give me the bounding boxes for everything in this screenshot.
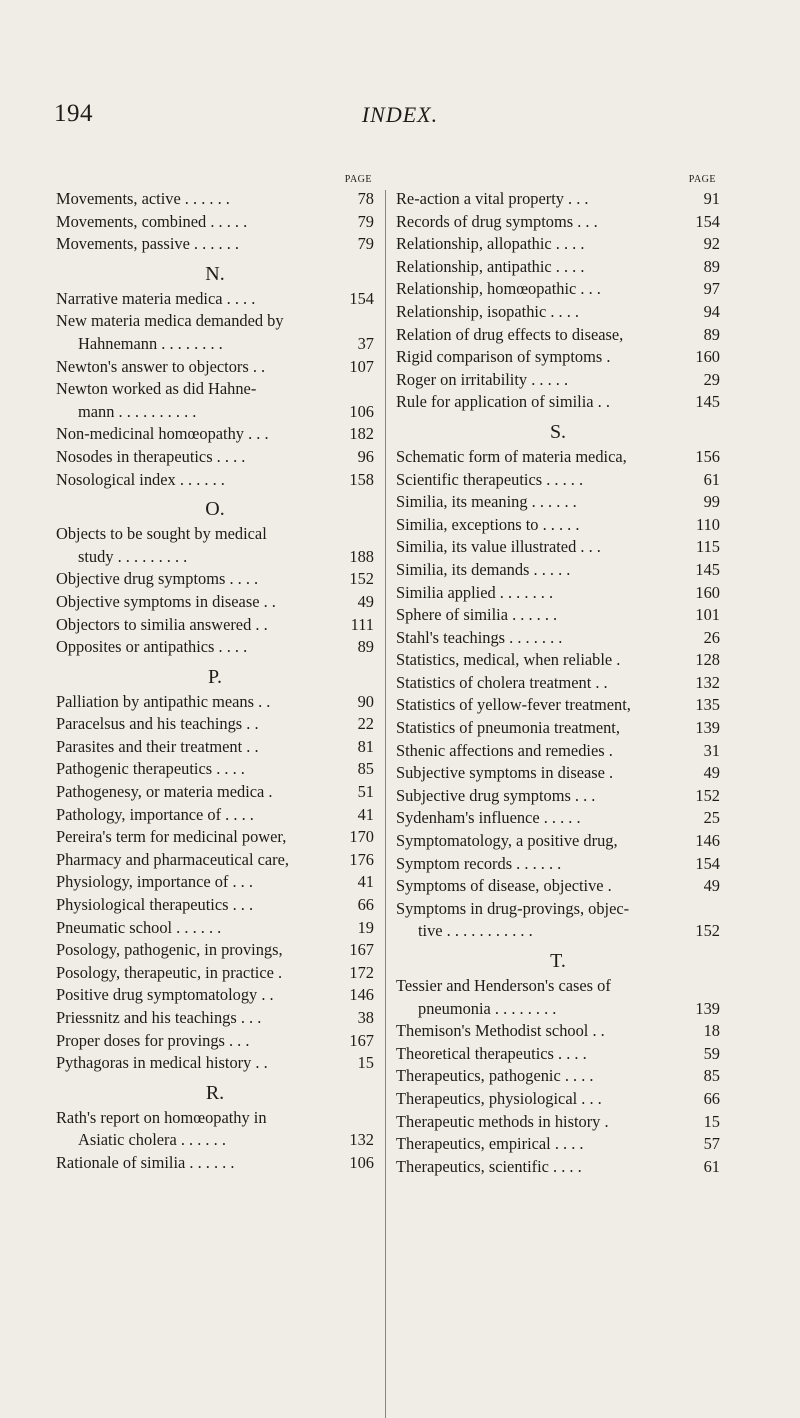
entry-text: Sphere of similia . . . . . . xyxy=(396,605,558,625)
entry-page: 38 xyxy=(357,1008,374,1027)
section-letter: P. xyxy=(208,665,222,688)
index-entry xyxy=(56,894,374,917)
entry-page: 101 xyxy=(695,605,720,625)
entry-text: Therapeutics, pathogenic . . . . xyxy=(396,1066,594,1086)
entry-page: 154 xyxy=(349,288,374,308)
entry-page: 79 xyxy=(357,211,374,231)
entry-page: 94 xyxy=(703,301,720,321)
entry-page: 41 xyxy=(357,872,374,892)
page-number: 194 xyxy=(54,100,93,127)
index-entry xyxy=(56,849,374,872)
entry-page: 96 xyxy=(357,446,374,466)
index-entry xyxy=(396,649,720,672)
entry-page: 15 xyxy=(357,1053,374,1073)
entry-text: Newton's answer to objectors . . xyxy=(56,356,266,376)
entry-text: New materia medica demanded by xyxy=(56,311,284,331)
index-entry xyxy=(396,853,720,876)
index-entry xyxy=(396,1020,720,1043)
entry-text: Objectors to similia answered . . xyxy=(56,614,268,634)
entry-page: 66 xyxy=(357,895,374,915)
entry-page: 37 xyxy=(357,333,374,353)
index-entry xyxy=(56,356,374,379)
index-entry xyxy=(396,920,720,943)
index-entry xyxy=(56,804,374,827)
right-column xyxy=(396,174,720,1178)
entry-text: Symptoms of disease, objective . xyxy=(396,876,612,896)
entry-page: 128 xyxy=(695,650,720,670)
entry-page: 115 xyxy=(696,537,720,557)
entry-page: 176 xyxy=(349,849,374,869)
index-entry xyxy=(56,939,374,962)
entry-text: Symptomatology, a positive drug, xyxy=(396,831,618,851)
entry-page: 152 xyxy=(695,785,720,805)
index-entry xyxy=(396,1133,720,1156)
entry-page: 152 xyxy=(349,569,374,589)
index-entry xyxy=(56,423,374,446)
entry-text: Theoretical therapeutics . . . . xyxy=(396,1043,587,1063)
index-entry xyxy=(56,568,374,591)
entry-page: 146 xyxy=(349,985,374,1005)
entry-page: 25 xyxy=(703,808,720,828)
entry-page: 49 xyxy=(703,763,720,783)
index-entry xyxy=(396,188,720,211)
entry-page: 91 xyxy=(703,189,720,208)
index-entry xyxy=(396,324,720,347)
entry-text: Physiological therapeutics . . . xyxy=(56,895,254,915)
entry-page: 99 xyxy=(703,492,720,512)
entry-text: Themison's Methodist school . . xyxy=(396,1021,605,1041)
index-entry xyxy=(56,1030,374,1053)
index-entry xyxy=(396,762,720,785)
entry-text: Narrative materia medica . . . . xyxy=(56,288,256,308)
entry-text: Relationship, homœopathic . . . xyxy=(396,279,601,299)
entry-page: 156 xyxy=(695,446,720,466)
entry-page: 160 xyxy=(695,582,720,602)
entry-text: Statistics of cholera treatment . . xyxy=(396,672,608,692)
entry-page: 146 xyxy=(695,831,720,851)
index-entry xyxy=(396,627,720,650)
index-entry xyxy=(396,514,720,537)
entry-page: 79 xyxy=(357,234,374,254)
index-entry xyxy=(396,717,720,740)
entry-page: 170 xyxy=(349,827,374,847)
entry-page: 110 xyxy=(696,514,720,534)
entry-page: 59 xyxy=(703,1043,720,1063)
entry-page: 26 xyxy=(703,627,720,647)
index-entry xyxy=(56,211,374,234)
entry-text: study . . . . . . . . . xyxy=(78,546,188,566)
index-list xyxy=(56,188,374,1175)
entry-page: 145 xyxy=(695,392,720,412)
index-entry xyxy=(56,523,374,546)
index-entry xyxy=(396,1065,720,1088)
index-entry xyxy=(396,491,720,514)
entry-text: Sydenham's influence . . . . . xyxy=(396,808,581,828)
entry-page: 167 xyxy=(349,940,374,960)
index-entry xyxy=(396,604,720,627)
entry-text: Objective drug symptoms . . . . xyxy=(56,569,259,589)
entry-page: 61 xyxy=(703,469,720,489)
entry-page: 49 xyxy=(703,876,720,896)
entry-page: 139 xyxy=(695,718,720,738)
entry-page: 139 xyxy=(695,998,720,1018)
index-entry xyxy=(396,233,720,256)
entry-page: 106 xyxy=(349,401,374,421)
entry-page: 160 xyxy=(695,347,720,367)
index-entry xyxy=(56,962,374,985)
index-entry xyxy=(56,1007,374,1030)
index-entry xyxy=(396,807,720,830)
entry-text: Positive drug symptomatology . . xyxy=(56,985,274,1005)
entry-page: 31 xyxy=(703,740,720,760)
entry-page: 15 xyxy=(703,1111,720,1131)
entry-text: Non-medicinal homœopathy . . . xyxy=(56,424,269,444)
entry-text: Rationale of similia . . . . . . xyxy=(56,1152,235,1172)
index-entry xyxy=(56,401,374,424)
entry-text: Re-action a vital property . . . xyxy=(396,189,589,208)
entry-page: 61 xyxy=(703,1156,720,1176)
entry-page: 132 xyxy=(349,1130,374,1150)
entry-text: Similia, its demands . . . . . xyxy=(396,559,571,579)
entry-text: Similia, its value illustrated . . . xyxy=(396,537,601,557)
entry-page: 106 xyxy=(349,1152,374,1172)
entry-text: Nosological index . . . . . . xyxy=(56,469,225,489)
entry-page: 29 xyxy=(703,369,720,389)
index-entry xyxy=(396,301,720,324)
entry-page: 188 xyxy=(349,546,374,566)
entry-text: pneumonia . . . . . . . . xyxy=(418,998,557,1018)
entry-text: Scientific therapeutics . . . . . xyxy=(396,469,584,489)
index-entry xyxy=(396,1156,720,1179)
section-letter: N. xyxy=(205,262,225,285)
entry-page: 85 xyxy=(357,759,374,779)
index-entry xyxy=(396,785,720,808)
index-entry xyxy=(56,233,374,256)
entry-text: Symptom records . . . . . . xyxy=(396,853,562,873)
entry-page: 89 xyxy=(703,324,720,344)
entry-page: 167 xyxy=(349,1030,374,1050)
index-entry xyxy=(396,975,720,998)
entry-page: 145 xyxy=(695,559,720,579)
entry-text: Pathogenic therapeutics . . . . xyxy=(56,759,245,779)
entry-text: Parasites and their treatment . . xyxy=(56,736,259,756)
entry-text: Statistics of pneumonia treatment, xyxy=(396,718,620,738)
section-letter: R. xyxy=(205,1081,225,1104)
entry-text: Subjective drug symptoms . . . xyxy=(396,785,596,805)
entry-page: 85 xyxy=(703,1066,720,1086)
entry-text: Relationship, antipathic . . . . xyxy=(396,256,585,276)
index-entry xyxy=(396,830,720,853)
entry-page: 152 xyxy=(695,921,720,941)
index-entry xyxy=(56,691,374,714)
entry-text: Relationship, allopathic . . . . xyxy=(396,234,585,254)
index-entry xyxy=(56,826,374,849)
index-entry xyxy=(56,758,374,781)
entry-text: Rigid comparison of symptoms . xyxy=(396,347,611,367)
entry-text: mann . . . . . . . . . . xyxy=(78,401,197,421)
entry-page: 154 xyxy=(695,853,720,873)
entry-text: Newton worked as did Hahne- xyxy=(56,379,257,399)
entry-text: Therapeutics, empirical . . . . xyxy=(396,1134,584,1154)
entry-text: Pereira's term for medicinal power, xyxy=(56,827,287,847)
entry-page: 97 xyxy=(703,279,720,299)
index-entry xyxy=(56,288,374,311)
page-header xyxy=(0,100,800,140)
index-entry xyxy=(396,875,720,898)
entry-text: Palliation by antipathic means . . xyxy=(56,691,271,711)
index-entry xyxy=(396,536,720,559)
index-entry xyxy=(396,1111,720,1134)
entry-text: Rule for application of similia . . xyxy=(396,392,610,412)
entry-text: Rath's report on homœopathy in xyxy=(56,1107,267,1127)
entry-text: Relation of drug effects to disease, xyxy=(396,324,624,344)
entry-page: 92 xyxy=(703,234,720,254)
index-entry xyxy=(56,614,374,637)
entry-page: 111 xyxy=(350,614,374,634)
entry-text: Records of drug symptoms . . . xyxy=(396,211,598,231)
entry-page: 89 xyxy=(703,256,720,276)
index-entry xyxy=(56,1052,374,1075)
entry-page: 19 xyxy=(357,917,374,937)
index-entry xyxy=(396,369,720,392)
index-entry xyxy=(56,591,374,614)
entry-page: 51 xyxy=(357,782,374,802)
entry-text: Movements, active . . . . . . xyxy=(56,189,230,208)
index-entry xyxy=(396,898,720,921)
index-entry xyxy=(56,546,374,569)
entry-page: 172 xyxy=(349,962,374,982)
entry-text: tive . . . . . . . . . . . xyxy=(418,921,533,941)
entry-text: Objects to be sought by medical xyxy=(56,524,267,544)
index-entry xyxy=(56,917,374,940)
entry-page: 57 xyxy=(703,1134,720,1154)
entry-text: Nosodes in therapeutics . . . . xyxy=(56,446,246,466)
index-entry xyxy=(56,469,374,492)
index-entry xyxy=(56,781,374,804)
page-column-label: PAGE xyxy=(344,174,372,185)
index-entry xyxy=(396,672,720,695)
index-entry xyxy=(396,469,720,492)
section-letter: S. xyxy=(549,420,567,443)
entry-page: 22 xyxy=(357,714,374,734)
index-entry xyxy=(396,256,720,279)
entry-page: 158 xyxy=(349,469,374,489)
entry-text: Roger on irritability . . . . . xyxy=(396,369,569,389)
index-entry xyxy=(396,211,720,234)
entry-text: Movements, combined . . . . . xyxy=(56,211,248,231)
entry-page: 182 xyxy=(349,424,374,444)
entry-text: Paracelsus and his teachings . . xyxy=(56,714,259,734)
entry-text: Similia, its meaning . . . . . . xyxy=(396,492,577,512)
entry-text: Therapeutics, scientific . . . . xyxy=(396,1156,582,1176)
entry-text: Pathogenesy, or materia medica . xyxy=(56,782,273,802)
index-entry xyxy=(56,188,374,211)
entry-page: 49 xyxy=(357,591,374,611)
index-entry xyxy=(396,998,720,1021)
entry-text: Pneumatic school . . . . . . xyxy=(56,917,222,937)
index-entry xyxy=(396,1043,720,1066)
entry-page: 41 xyxy=(357,804,374,824)
entry-text: Opposites or antipathics . . . . xyxy=(56,637,248,657)
entry-text: Therapeutics, physiological . . . xyxy=(396,1088,602,1108)
entry-page: 107 xyxy=(349,356,374,376)
running-head: INDEX. xyxy=(361,102,439,127)
entry-text: Asiatic cholera . . . . . . xyxy=(78,1130,226,1150)
index-entry xyxy=(396,346,720,369)
entry-text: Movements, passive . . . . . . xyxy=(56,234,240,254)
entry-text: Sthenic affections and remedies . xyxy=(396,740,613,760)
entry-text: Schematic form of materia medica, xyxy=(396,446,627,466)
entry-page: 132 xyxy=(695,672,720,692)
index-entry xyxy=(396,278,720,301)
entry-page: 18 xyxy=(703,1021,720,1041)
entry-text: Physiology, importance of . . . xyxy=(56,872,253,892)
index-entry xyxy=(56,984,374,1007)
index-entry xyxy=(396,559,720,582)
index-entry xyxy=(396,740,720,763)
index-entry xyxy=(56,736,374,759)
entry-page: 66 xyxy=(703,1088,720,1108)
entry-text: Posology, therapeutic, in practice . xyxy=(56,962,283,982)
page-column-label: PAGE xyxy=(688,174,716,185)
index-entry xyxy=(396,1088,720,1111)
index-entry xyxy=(396,446,720,469)
entry-text: Objective symptoms in disease . . xyxy=(56,591,276,611)
index-entry xyxy=(56,1107,374,1130)
entry-text: Pharmacy and pharmaceutical care, xyxy=(56,849,289,869)
section-letter: T. xyxy=(550,950,566,972)
entry-text: Stahl's teachings . . . . . . . xyxy=(396,627,563,647)
index-entry xyxy=(56,1129,374,1152)
index-entry xyxy=(56,378,374,401)
index-entry xyxy=(396,582,720,605)
left-column xyxy=(56,174,374,1175)
entry-page: 78 xyxy=(357,189,374,208)
entry-text: Pythagoras in medical history . . xyxy=(56,1053,268,1073)
index-entry xyxy=(396,694,720,717)
entry-text: Hahnemann . . . . . . . . xyxy=(78,333,223,353)
index-entry xyxy=(56,446,374,469)
index-list xyxy=(396,188,720,1178)
entry-page: 81 xyxy=(357,736,374,756)
entry-text: Similia applied . . . . . . . xyxy=(396,582,554,602)
entry-text: Similia, exceptions to . . . . . xyxy=(396,514,580,534)
entry-text: Pathology, importance of . . . . xyxy=(56,804,254,824)
column-divider xyxy=(385,190,386,1418)
entry-page: 89 xyxy=(357,637,374,657)
index-entry xyxy=(56,1152,374,1175)
entry-text: Symptoms in drug-provings, objec- xyxy=(396,898,630,918)
entry-text: Subjective symptoms in disease . xyxy=(396,763,614,783)
index-entry xyxy=(396,391,720,414)
entry-text: Tessier and Henderson's cases of xyxy=(396,976,611,995)
entry-text: Relationship, isopathic . . . . xyxy=(396,301,580,321)
entry-text: Proper doses for provings . . . xyxy=(56,1030,250,1050)
index-entry xyxy=(56,713,374,736)
entry-page: 90 xyxy=(357,691,374,711)
index-entry xyxy=(56,871,374,894)
entry-page: 154 xyxy=(695,211,720,231)
section-letter: O. xyxy=(205,498,225,521)
entry-text: Statistics, medical, when reliable . xyxy=(396,650,621,670)
entry-text: Therapeutic methods in history . xyxy=(396,1111,609,1131)
entry-text: Priessnitz and his teachings . . . xyxy=(56,1008,262,1027)
entry-text: Posology, pathogenic, in provings, xyxy=(56,940,283,960)
index-entry xyxy=(56,333,374,356)
entry-text: Statistics of yellow-fever treatment, xyxy=(396,695,631,715)
entry-page: 135 xyxy=(695,695,720,715)
index-entry xyxy=(56,310,374,333)
index-entry xyxy=(56,636,374,659)
